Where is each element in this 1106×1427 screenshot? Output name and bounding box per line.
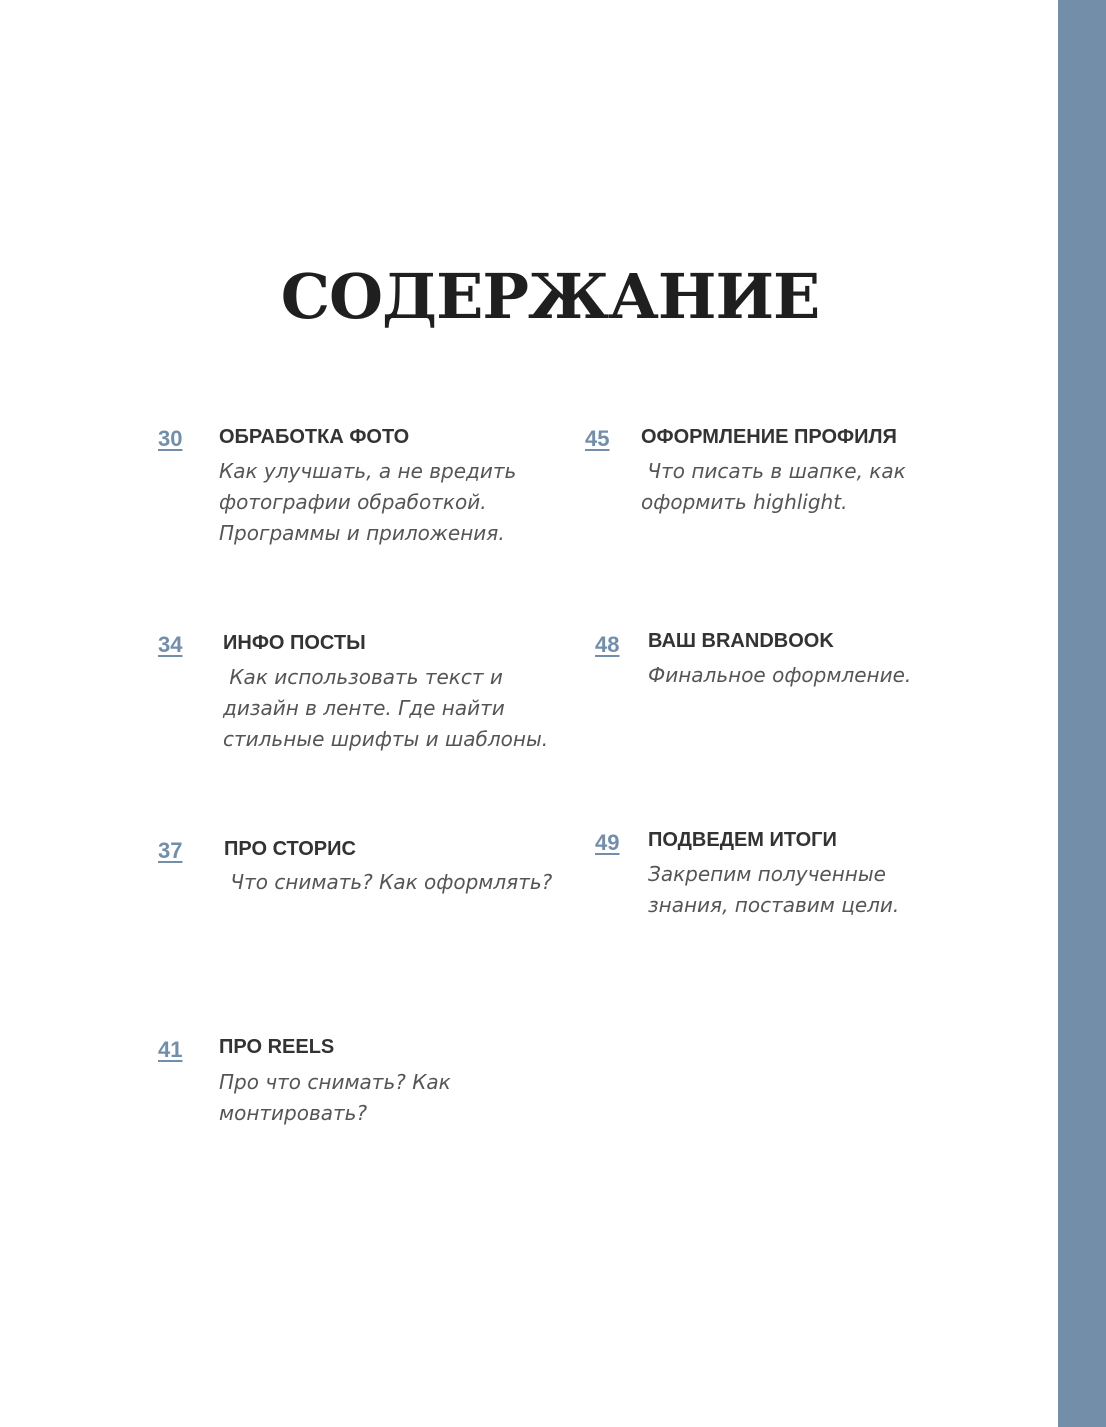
entry-description: Финальное оформление. <box>648 663 912 687</box>
entry-description: Что писать в шапке, как оформить highlight. <box>641 459 906 514</box>
entry-heading: ОБРАБОТКА ФОТО <box>219 426 410 448</box>
entry-description: Про что снимать? Как монтировать? <box>219 1070 451 1125</box>
page-title: СОДЕРЖАНИЕ <box>280 260 820 333</box>
page-link-45[interactable]: 45 <box>585 426 610 451</box>
entry-heading: ПОДВЕДЕМ ИТОГИ <box>648 829 837 851</box>
entry-heading: ПРО REELS <box>219 1036 335 1058</box>
entry-heading: ВАШ BRANDBOOK <box>648 630 834 652</box>
page-link-34[interactable]: 34 <box>158 632 183 657</box>
page-link-49[interactable]: 49 <box>595 830 620 855</box>
entry-description: Закрепим полученные знания, поставим цели. <box>648 862 900 917</box>
entry-heading: ПРО СТОРИС <box>224 838 356 860</box>
side-accent-bar <box>1058 0 1106 1427</box>
entry-heading: ОФОРМЛЕНИЕ ПРОФИЛЯ <box>641 426 897 448</box>
entry-heading: ИНФО ПОСТЫ <box>223 632 366 654</box>
entry-description: Как улучшать, а не вредить фотографии обработкой. Программы и приложения. <box>219 459 517 545</box>
page-link-30[interactable]: 30 <box>158 426 183 451</box>
page-link-41[interactable]: 41 <box>158 1037 183 1062</box>
page-link-37[interactable]: 37 <box>158 838 183 863</box>
page-link-48[interactable]: 48 <box>595 632 620 657</box>
entry-description: Что снимать? Как оформлять? <box>224 870 553 894</box>
entry-description: Как использовать текст и дизайн в ленте. Где найти стильные шрифты и шаблоны. <box>223 665 549 751</box>
